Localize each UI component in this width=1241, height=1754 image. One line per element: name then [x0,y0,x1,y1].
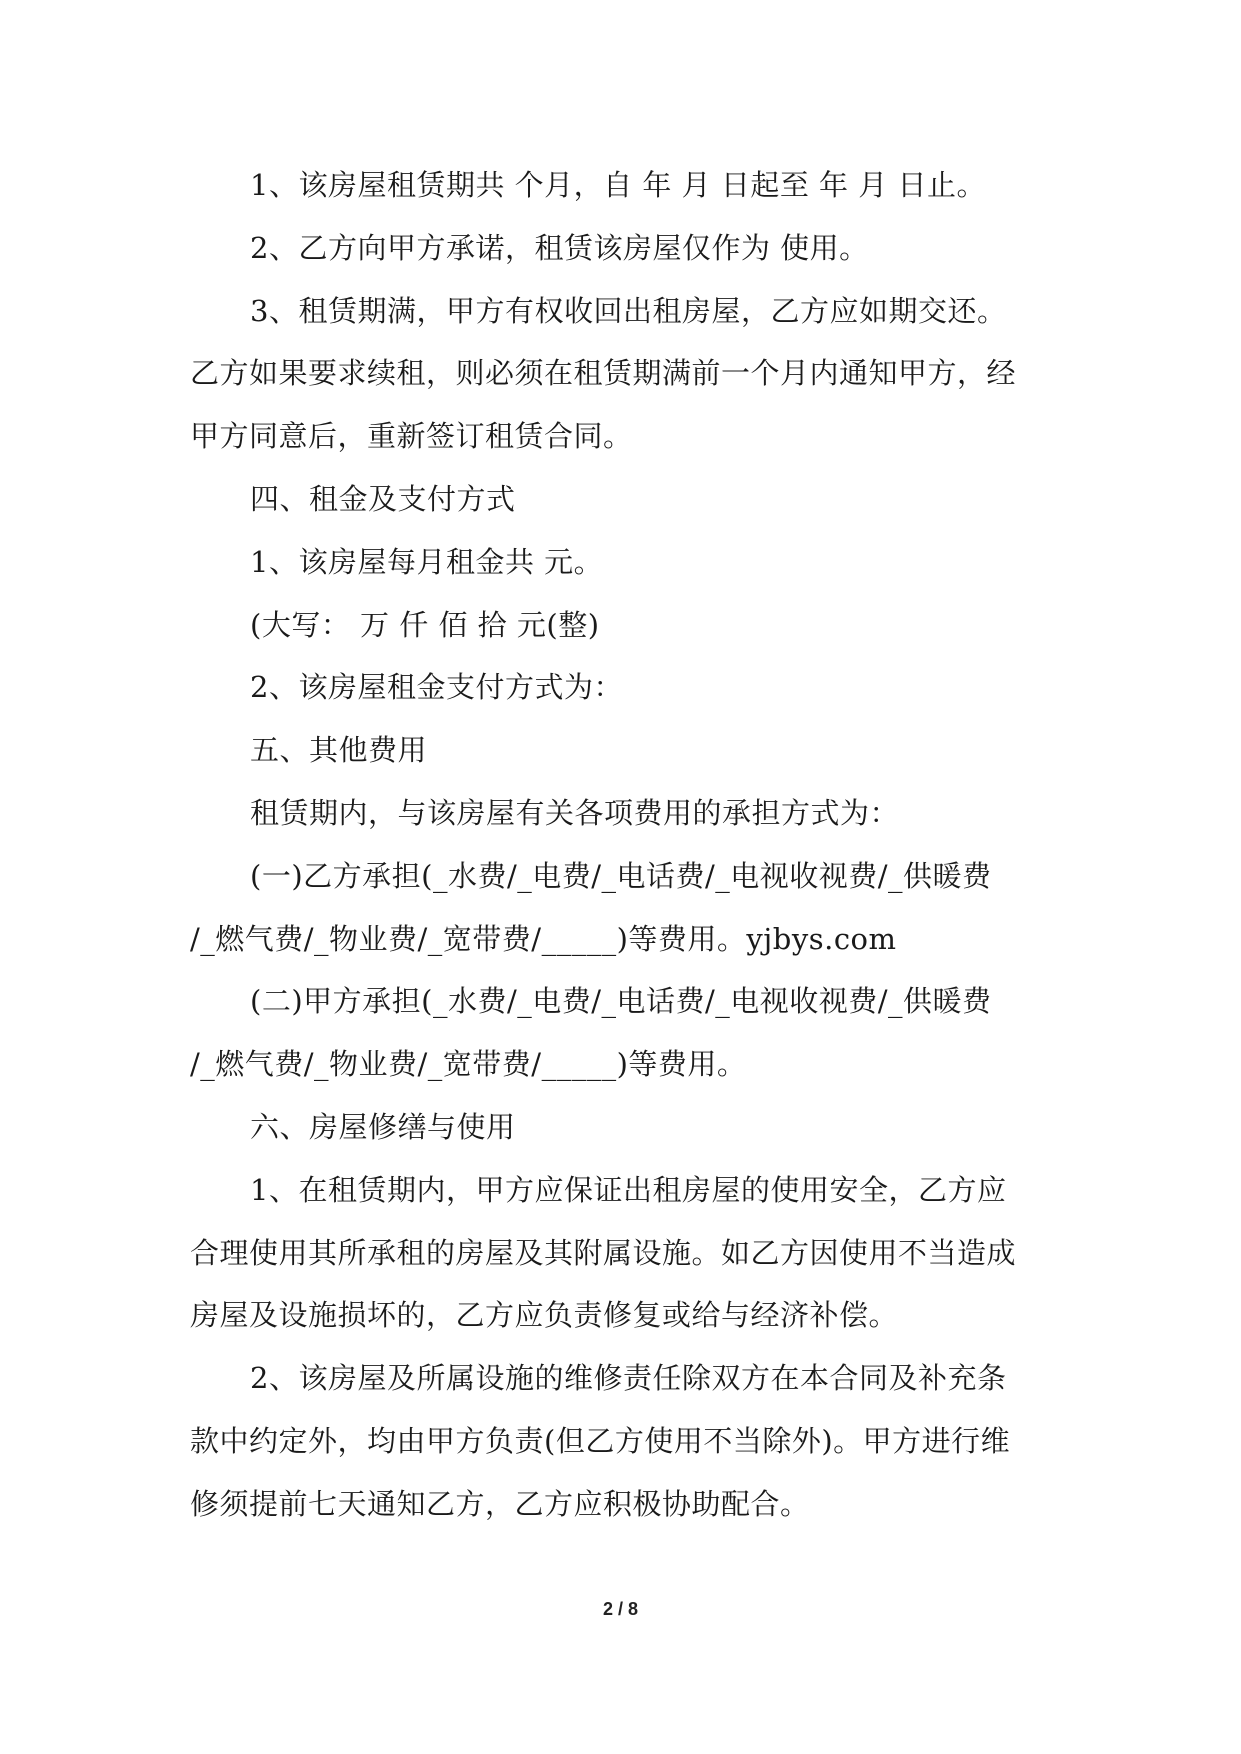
clause-safe-use-cont-2: 房屋及设施损坏的，乙方应负责修复或给与经济补偿。 [190,1298,899,1333]
clause-maintenance-cont-2: 修须提前七天通知乙方，乙方应积极协助配合。 [190,1486,810,1521]
clause-lease-expiry-cont-1: 乙方如果要求续租，则必须在租赁期满前一个月内通知甲方，经 [190,356,1017,391]
clause-maintenance: 2、该房屋及所属设施的维修责任除双方在本合同及补充条 [250,1361,1007,1396]
clause-tenant-fees: (一)乙方承担(_水费/_电费/_电话费/_电视收视费/_供暖费 [250,858,992,893]
clause-lease-expiry-cont-2: 甲方同意后，重新签订租赁合同。 [190,419,633,454]
page-number: 2 / 8 [602,1599,639,1619]
clause-maintenance-cont-1: 款中约定外，均由甲方负责(但乙方使用不当除外)。甲方进行维 [190,1423,1011,1458]
clause-safe-use: 1、在租赁期内，甲方应保证出租房屋的使用安全，乙方应 [250,1172,1007,1207]
clause-usage-promise: 2、乙方向甲方承诺，租赁该房屋仅作为 使用。 [250,230,869,265]
section-heading-repair: 六、房屋修缮与使用 [250,1109,516,1144]
document-body [190,154,1050,1536]
clause-safe-use-cont-1: 合理使用其所承租的房屋及其附属设施。如乙方因使用不当造成 [190,1235,1017,1270]
clause-monthly-rent: 1、该房屋每月租金共 元。 [250,544,604,579]
clause-landlord-fees-cont: /_燃气费/_物业费/_宽带费/_____)等费用。 [190,1047,747,1082]
section-heading-rent: 四、租金及支付方式 [250,481,516,516]
clause-fees-intro: 租赁期内，与该房屋有关各项费用的承担方式为： [250,795,900,830]
clause-tenant-fees-cont: /_燃气费/_物业费/_宽带费/_____)等费用。yjbys.com [190,921,897,956]
clause-landlord-fees: (二)甲方承担(_水费/_电费/_电话费/_电视收视费/_供暖费 [250,984,992,1019]
clause-lease-term: 1、该房屋租赁期共 个月，自 年 月 日起至 年 月 日止。 [250,168,986,202]
clause-rent-in-words: (大写： 万 仟 佰 拾 元(整) [250,607,600,642]
clause-lease-expiry: 3、租赁期满，甲方有权收回出租房屋，乙方应如期交还。 [250,293,1007,328]
clause-payment-method: 2、该房屋租金支付方式为： [250,670,623,705]
section-heading-other-fees: 五、其他费用 [250,733,428,768]
